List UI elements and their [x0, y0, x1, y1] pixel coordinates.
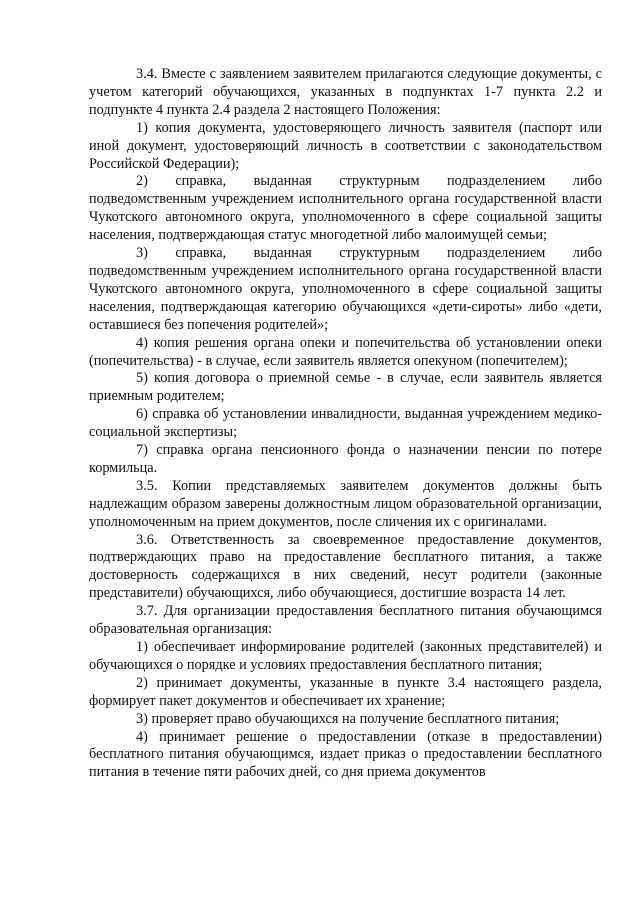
paragraph-3-5: 3.5. Копии представляемых заявителем документов должны быть надлежащим образом заверены должностным лицом образовательной организации, уполномоченным на прием документов, после сличения их с оригиналами.: [89, 477, 602, 530]
document-page: [89, 66, 602, 782]
list-item-3-4-2: 2) справка, выданная структурным подразделением либо подведомственным учреждением исполнительного органа государственной власти Чукотского автономного округа, уполномоченного в сфере социальной защиты населения, подтверждающая статус многодетной либо малоимущей семьи;: [89, 173, 602, 244]
list-item-3-4-3: 3) справка, выданная структурным подразделением либо подведомственным учреждением исполнительного органа государственной власти Чукотского автономного округа, уполномоченного в сфере социальной защиты населения, подтверждающая категорию обучающихся «дети-сироты» либо «дети, оставшиеся без попечения родителей»;: [89, 245, 602, 333]
paragraph-3-6: 3.6. Ответственность за своевременное предоставление документов, подтверждающих право на предоставление бесплатного питания, а также достоверность содержащихся в них сведений, несут родители (законные представители) обучающихся, либо обучающиеся, достигшие возраста 14 лет.: [89, 531, 602, 602]
list-item-3-7-2: 2) принимает документы, указанные в пункте 3.4 настоящего раздела, формирует пакет документов и обеспечивает их хранение;: [89, 674, 602, 709]
list-item-3-4-4: 4) копия решения органа опеки и попечительства об установлении опеки (попечительства) - в случае, если заявитель является опекуном (попечителем);: [89, 334, 602, 369]
paragraph-3-7: 3.7. Для организации предоставления бесплатного питания обучающимся образовательная организация:: [89, 603, 602, 638]
list-item-3-4-5: 5) копия договора о приемной семье - в случае, если заявитель является приемным родителем;: [89, 370, 602, 405]
list-item-3-4-6: 6) справка об установлении инвалидности, выданная учреждением медико-социальной экспертизы;: [89, 406, 602, 441]
list-item-3-7-4: 4) принимает решение о предоставлении (отказе в предоставлении) бесплатного питания обучающимся, издает приказ о предоставлении бесплатного питания в течение пяти рабочих дней, со дня приема документов: [89, 728, 602, 781]
list-item-3-4-1: 1) копия документа, удостоверяющего личность заявителя (паспорт или иной документ, удостоверяющий личность в соответствии с законодательством Российской Федерации);: [89, 119, 602, 172]
paragraph-3-4: 3.4. Вместе с заявлением заявителем прилагаются следующие документы, с учетом категорий обучающихся, указанных в подпунктах 1-7 пункта 2.2 и подпункте 4 пункта 2.4 раздела 2 настоящего Положения:: [89, 66, 602, 118]
list-item-3-7-1: 1) обеспечивает информирование родителей (законных представителей) и обучающихся о порядке и условиях предоставления бесплатного питания;: [89, 639, 602, 673]
list-item-3-4-7: 7) справка органа пенсионного фонда о назначении пенсии по потере кормильца.: [89, 442, 602, 476]
list-item-3-7-3: 3) проверяет право обучающихся на получение бесплатного питания;: [136, 710, 560, 727]
